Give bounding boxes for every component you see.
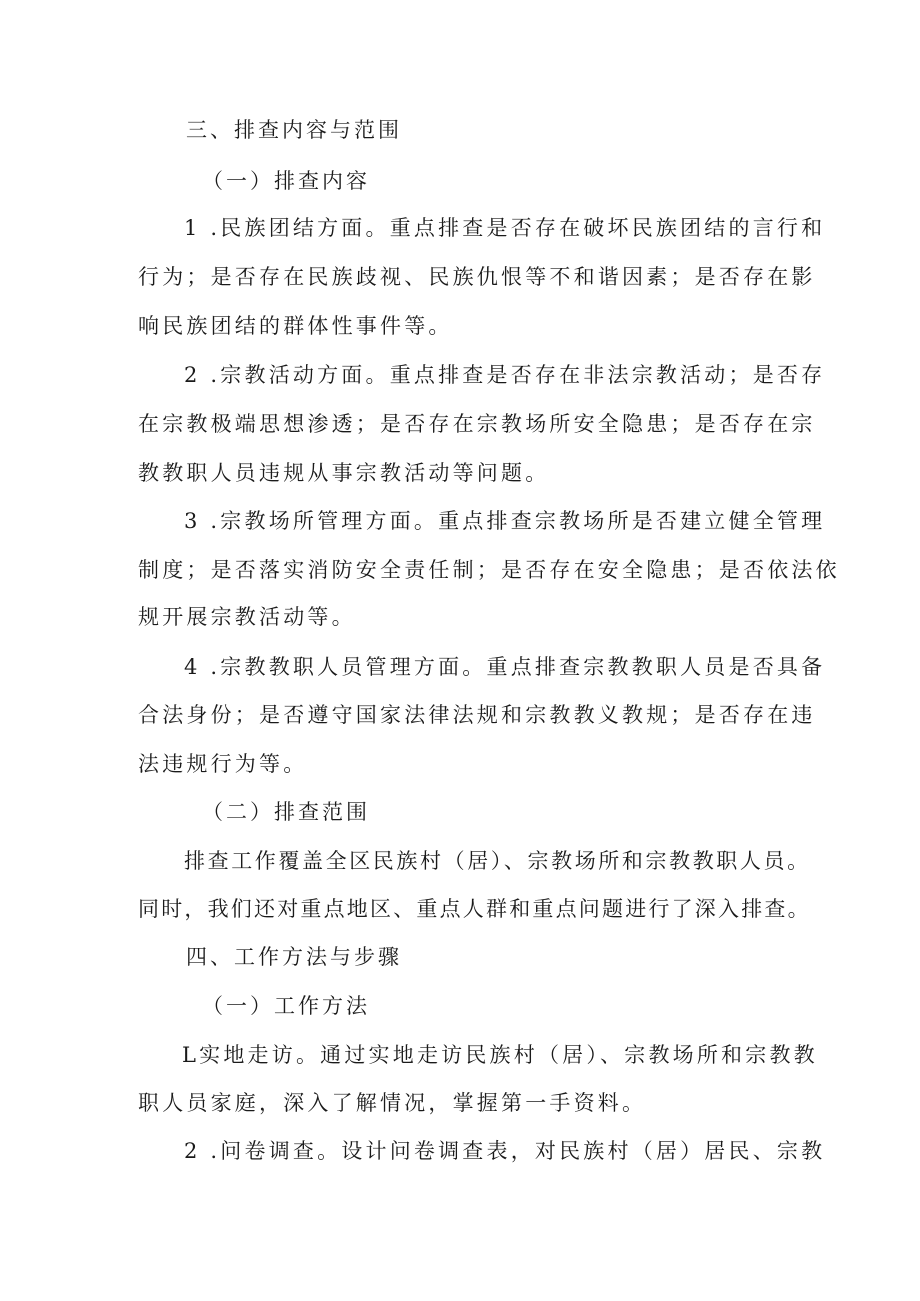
section-heading-3: 三、排查内容与范围 xyxy=(186,118,402,142)
paragraph-line: 1 .民族团结方面。重点排查是否存在破坏民族团结的言行和 xyxy=(184,216,826,240)
paragraph-line: 法违规行为等。 xyxy=(138,752,308,776)
paragraph-line: 响民族团结的群体性事件等。 xyxy=(138,314,453,338)
subsection-heading-2: （二）排查范围 xyxy=(202,800,370,824)
paragraph-line: 2 .宗教活动方面。重点排查是否存在非法宗教活动；是否存 xyxy=(184,363,826,387)
paragraph-line: 行为；是否存在民族歧视、民族仇恨等不和谐因素；是否存在影 xyxy=(138,265,816,289)
paragraph-line: 规开展宗教活动等。 xyxy=(138,605,356,629)
paragraph-line: 在宗教极端思想渗透；是否存在宗教场所安全隐患；是否存在宗 xyxy=(138,412,816,436)
subsection-heading-1: （一）排查内容 xyxy=(202,169,370,193)
paragraph-line: 2 .问卷调查。设计问卷调查表，对民族村（居）居民、宗教 xyxy=(184,1139,826,1163)
paragraph-line: L实地走访。通过实地走访民族村（居）、宗教场所和宗教教 xyxy=(182,1043,818,1067)
paragraph-line: 同时，我们还对重点地区、重点人群和重点问题进行了深入排查。 xyxy=(138,897,811,921)
paragraph-line: 排查工作覆盖全区民族村（居）、宗教场所和宗教教职人员。 xyxy=(184,849,811,873)
paragraph-line: 4 .宗教教职人员管理方面。重点排查宗教教职人员是否具备 xyxy=(184,655,826,679)
paragraph-line: 合法身份；是否遵守国家法律法规和宗教教义教规；是否存在违 xyxy=(138,703,816,727)
paragraph-line: 3 .宗教场所管理方面。重点排查宗教场所是否建立健全管理 xyxy=(184,509,826,533)
subsection-heading-1b: （一）工作方法 xyxy=(202,994,370,1018)
paragraph-line: 教教职人员违规从事宗教活动等问题。 xyxy=(138,461,550,485)
section-heading-4: 四、工作方法与步骤 xyxy=(186,945,402,969)
paragraph-line: 制度；是否落实消防安全责任制；是否存在安全隐患；是否依法依 xyxy=(138,558,840,582)
paragraph-line: 职人员家庭，深入了解情况，掌握第一手资料。 xyxy=(138,1091,647,1115)
